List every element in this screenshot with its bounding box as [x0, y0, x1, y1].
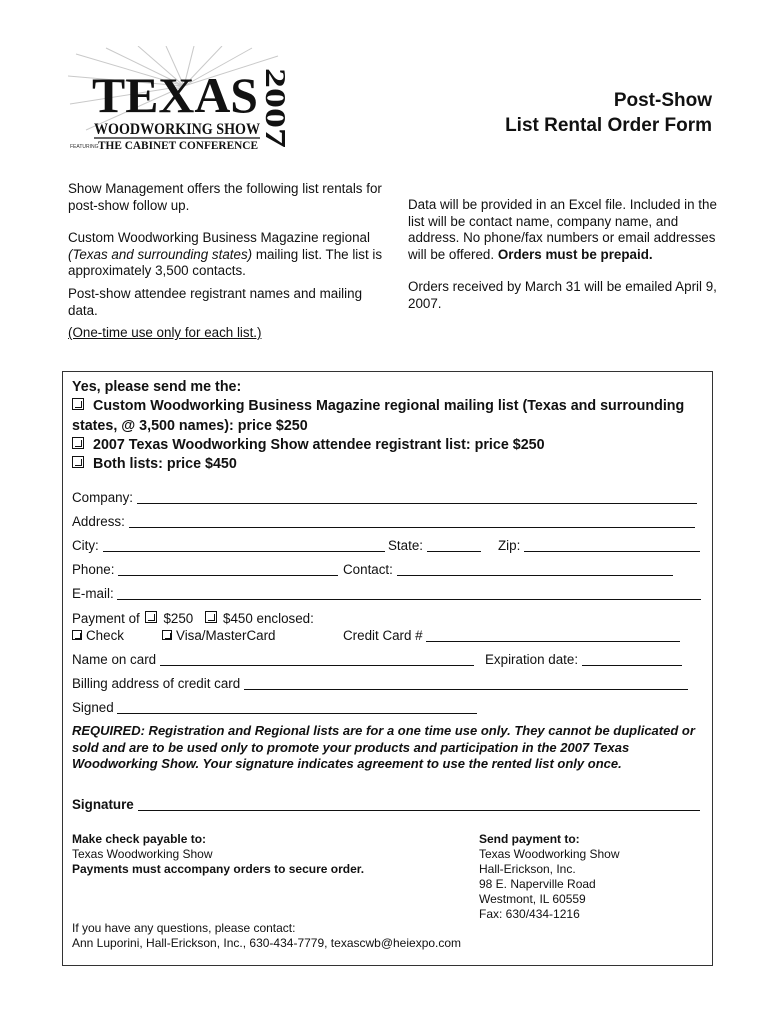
- checkbox-check[interactable]: [72, 630, 82, 640]
- signature-field: Signature: [72, 797, 700, 812]
- intro-p1: Show Management offers the following list rentals for post-show follow up.: [68, 181, 382, 213]
- options-heading: Yes, please send me the:: [72, 379, 242, 395]
- send-payment-line-4: Westmont, IL 60559: [479, 892, 586, 906]
- check-payable-name: Texas Woodworking Show: [72, 847, 213, 861]
- send-payment-line-5: Fax: 630/434-1216: [479, 907, 580, 921]
- signed-input-line[interactable]: [117, 700, 477, 714]
- address-field: Address:: [72, 514, 695, 530]
- state-input-line[interactable]: [427, 538, 481, 552]
- name-on-card-field: Name on card: [72, 652, 474, 668]
- option-attendee-list[interactable]: 2007 Texas Woodworking Show attendee registrant list: price $250: [72, 436, 692, 455]
- send-payment-heading: Send payment to:: [479, 832, 580, 846]
- contact-line-1: If you have any questions, please contact:: [72, 921, 296, 935]
- intro-left-column: [68, 181, 388, 342]
- contact-field: Contact:: [343, 562, 673, 578]
- expiration-field: Expiration date:: [485, 652, 682, 668]
- send-payment-line-2: Hall-Erickson, Inc.: [479, 862, 576, 876]
- logo-year-text: 2007: [259, 68, 290, 124]
- phone-field: Phone:: [72, 562, 338, 578]
- phone-input-line[interactable]: [118, 562, 338, 576]
- list-options: [72, 378, 692, 474]
- city-input-line[interactable]: [103, 538, 385, 552]
- company-field: Company:: [72, 490, 697, 506]
- send-payment-line-3: 98 E. Naperville Road: [479, 877, 596, 891]
- zip-field: Zip:: [498, 538, 700, 554]
- title-line-2: List Rental Order Form: [505, 115, 712, 136]
- option-both-lists[interactable]: Both lists: price $450: [72, 455, 692, 474]
- checkbox-amount-450[interactable]: [205, 611, 217, 623]
- billing-address-field: Billing address of credit card: [72, 676, 688, 692]
- logo-woodworking-text: WOODWORKING SHOW: [94, 121, 260, 138]
- zip-input-line[interactable]: [524, 538, 700, 552]
- contact-section: [72, 921, 632, 951]
- intro-right-p1: Data will be provided in an Excel file. Included in the list will be contact name, company name, and address. No phone/fax numbers or email addresses will be offered. Orders must be prepaid.: [408, 197, 717, 262]
- checkbox-regional-list[interactable]: [72, 398, 84, 410]
- check-payable-section: [72, 832, 452, 877]
- intro-p2: Custom Woodworking Business Magazine regional (Texas and surrounding states) mailing list. The list is approximately 3,500 contacts.: [68, 230, 383, 279]
- intro-right-column: [408, 197, 728, 313]
- title-line-1: Post-Show: [613, 90, 712, 111]
- logo-graphic: [66, 46, 302, 158]
- billing-address-input-line[interactable]: [244, 676, 688, 690]
- check-payable-note: Payments must accompany orders to secure order.: [72, 862, 365, 876]
- logo-conference-text: THE CABINET CONFERENCE: [98, 138, 258, 152]
- expiration-input-line[interactable]: [582, 652, 682, 666]
- check-payable-heading: Make check payable to:: [72, 832, 207, 846]
- contact-line-2: Ann Luporini, Hall-Erickson, Inc., 630-434-7779, texascwb@heiexpo.com: [72, 936, 462, 950]
- email-input-line[interactable]: [117, 586, 701, 600]
- form-title: [505, 88, 712, 138]
- send-payment-section: [479, 832, 699, 922]
- checkbox-amount-250[interactable]: [145, 611, 157, 623]
- company-input-line[interactable]: [137, 490, 697, 504]
- intro-right-p2: Orders received by March 31 will be emailed April 9, 2007.: [408, 279, 717, 311]
- checkbox-both-lists[interactable]: [72, 456, 84, 468]
- option-regional-list[interactable]: Custom Woodworking Business Magazine regional mailing list (Texas and surrounding states, @ 3,500 names): price $250: [72, 398, 685, 434]
- name-on-card-input-line[interactable]: [160, 652, 474, 666]
- payment-amount-row: Payment of $250 $450 enclosed:: [72, 611, 314, 626]
- intro-p3: Post-show attendee registrant names and mailing data.: [68, 285, 363, 318]
- payment-check-option[interactable]: Check: [72, 628, 124, 644]
- contact-input-line[interactable]: [397, 562, 673, 576]
- payment-visa-option[interactable]: Visa/MasterCard: [162, 628, 275, 644]
- credit-card-field: Credit Card #: [343, 628, 680, 644]
- intro-p4: (One-time use only for each list.): [68, 325, 262, 341]
- address-input-line[interactable]: [129, 514, 695, 528]
- city-field: City:: [72, 538, 385, 554]
- state-field: State:: [388, 538, 481, 554]
- email-field: E-mail:: [72, 586, 701, 602]
- checkbox-visa-mastercard[interactable]: [162, 630, 172, 640]
- send-payment-line-1: Texas Woodworking Show: [479, 847, 620, 861]
- credit-card-input-line[interactable]: [426, 628, 680, 642]
- signature-input-line[interactable]: [138, 797, 700, 811]
- checkbox-attendee-list[interactable]: [72, 437, 84, 449]
- signed-field: Signed: [72, 700, 477, 716]
- logo-featuring-text: FEATURING: [70, 144, 99, 150]
- texas-woodworking-show-logo: [66, 46, 302, 158]
- logo-texas-text: TEXAS: [92, 67, 258, 123]
- required-notice: REQUIRED: Registration and Regional lists are for a one time use only. They cannot be duplicated or sold and are to be used only to promote your products and participation in the 2007 Texas Woodworking Show. Your signature indicates agreement to use the rented list only once.: [72, 723, 695, 771]
